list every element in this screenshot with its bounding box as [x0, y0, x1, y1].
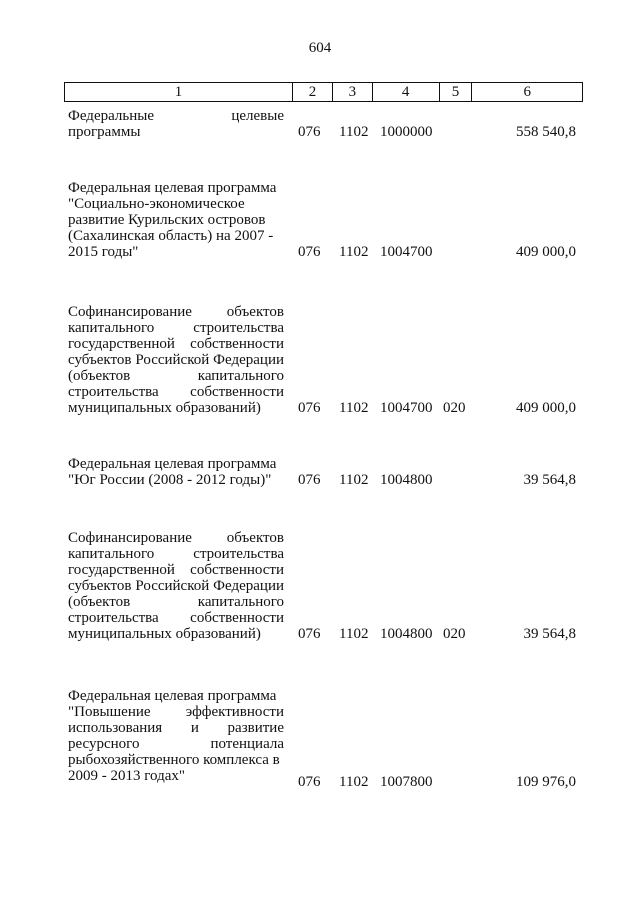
column-header-5: 5: [440, 83, 473, 101]
description-line: строительства собственности: [68, 384, 284, 400]
cell-col6: 109 976,0: [516, 774, 576, 790]
row-description: [68, 688, 284, 784]
description-line: Софинансирование объектов: [68, 304, 284, 320]
cell-col2: 076: [298, 400, 321, 416]
row-description: [68, 180, 284, 260]
description-line: (объектов капитального: [68, 368, 284, 384]
column-header-6: 6: [523, 84, 531, 100]
column-header-1: 1: [65, 83, 293, 101]
description-line: строительства собственности: [68, 610, 284, 626]
cell-col3: 1102: [339, 244, 369, 260]
cell-col2: 076: [298, 472, 321, 488]
cell-col6: 558 540,8: [516, 124, 576, 140]
cell-col4: 1007800: [380, 774, 433, 790]
cell-col2: 076: [298, 124, 321, 140]
description-line: капитального строительства: [68, 546, 284, 562]
description-line: использования и развитие: [68, 720, 284, 736]
description-line: Федеральные целевые: [68, 108, 284, 124]
description-line: муниципальных образований): [68, 400, 261, 416]
cell-col4: 1004800: [380, 472, 433, 488]
description-line: "Повышение эффективности: [68, 704, 284, 720]
description-line: государственной собственности: [68, 562, 284, 578]
row-description: [68, 304, 284, 416]
description-line: Федеральная целевая программа: [68, 456, 277, 472]
cell-col4: 1004800: [380, 626, 433, 642]
cell-col3: 1102: [339, 124, 369, 140]
row-description: [68, 530, 284, 642]
cell-col6: 409 000,0: [516, 244, 576, 260]
cell-col3: 1102: [339, 472, 369, 488]
cell-col6: 409 000,0: [516, 400, 576, 416]
description-line: 2015 годы": [68, 244, 139, 260]
cell-col4: 1004700: [380, 244, 433, 260]
column-header-3: 3: [333, 83, 373, 101]
description-line: (объектов капитального: [68, 594, 284, 610]
description-line: субъектов Российской Федерации: [68, 352, 284, 368]
description-line: Федеральная целевая программа: [68, 180, 277, 196]
cell-col3: 1102: [339, 774, 369, 790]
description-line: 2009 - 2013 годах": [68, 768, 186, 784]
description-line: субъектов Российской Федерации: [68, 578, 284, 594]
description-line: муниципальных образований): [68, 626, 261, 642]
cell-col2: 076: [298, 774, 321, 790]
description-line: рыбохозяйственного комплекса в: [68, 752, 280, 768]
description-line: программы: [68, 124, 141, 140]
description-line: "Юг России (2008 - 2012 годы)": [68, 472, 272, 488]
column-header-2: 2: [293, 83, 333, 101]
cell-col3: 1102: [339, 400, 369, 416]
cell-col5: 020: [443, 400, 466, 416]
cell-col2: 076: [298, 626, 321, 642]
table-header-row: [64, 82, 583, 102]
description-line: государственной собственности: [68, 336, 284, 352]
cell-col4: 1004700: [380, 400, 433, 416]
cell-col2: 076: [298, 244, 321, 260]
cell-col6: 39 564,8: [523, 626, 576, 642]
cell-col4: 1000000: [380, 124, 433, 140]
cell-col3: 1102: [339, 626, 369, 642]
column-header-4: 4: [373, 83, 440, 101]
row-description: [68, 456, 284, 488]
cell-col6: 39 564,8: [523, 472, 576, 488]
cell-col5: 020: [443, 626, 466, 642]
description-line: развитие Курильских островов: [68, 212, 266, 228]
description-line: Федеральная целевая программа: [68, 688, 277, 704]
description-line: капитального строительства: [68, 320, 284, 336]
description-line: (Сахалинская область) на 2007 -: [68, 228, 274, 244]
description-line: Софинансирование объектов: [68, 530, 284, 546]
row-description: [68, 108, 284, 140]
description-line: "Социально-экономическое: [68, 196, 245, 212]
page-number: 604: [308, 40, 332, 56]
description-line: ресурсного потенциала: [68, 736, 284, 752]
